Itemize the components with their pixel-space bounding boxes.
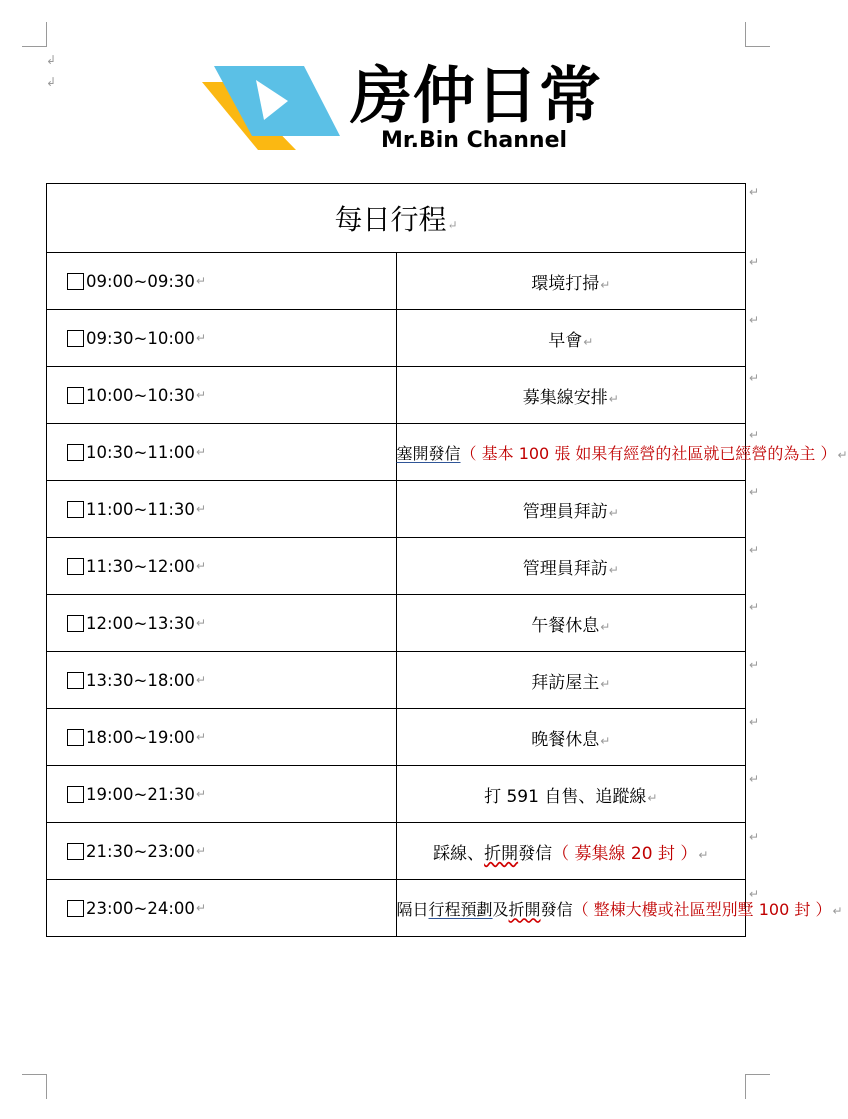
task-checkbox[interactable]: [67, 330, 84, 347]
task-note: （ 募集線 20 封 ）: [552, 843, 698, 864]
time-slot: 18:00~19:00: [86, 727, 195, 747]
task-checkbox[interactable]: [67, 501, 84, 518]
row-end-mark: ↵: [749, 600, 760, 614]
table-row: 11:30~12:00 ↵ 管理員拜訪↵: [47, 538, 746, 595]
task-text: 募集線安排: [522, 387, 608, 408]
task-checkbox[interactable]: [67, 900, 84, 917]
brand-logo: [200, 59, 603, 160]
brand-name-cn: 房仲日常: [350, 59, 603, 132]
paragraph-mark: ↲: [46, 75, 57, 89]
table-row: 10:00~10:30 ↵ 募集線安排↵: [47, 367, 746, 424]
task-text: 拜訪屋主: [531, 672, 600, 693]
task-text: 發信: [518, 843, 553, 864]
crop-mark-top-left: [22, 22, 47, 47]
table-row: 09:30~10:00 ↵ 早會↵: [47, 310, 746, 367]
task-checkbox[interactable]: [67, 387, 84, 404]
row-end-mark: ↵: [749, 830, 760, 844]
brand-name-en: Mr.Bin Channel: [381, 128, 568, 153]
task-text: 行程預劃: [428, 899, 493, 919]
time-slot: 11:00~11:30: [86, 499, 195, 519]
crop-mark-bottom-left: [22, 1074, 47, 1099]
table-row: 12:00~13:30 ↵ 午餐休息↵: [47, 595, 746, 652]
daily-schedule-table: [46, 183, 848, 937]
row-end-mark: ↵: [749, 887, 760, 901]
task-text: 折開: [484, 843, 519, 864]
table-row: 13:30~18:00 ↵ 拜訪屋主↵: [47, 652, 746, 709]
table-title-cell: 每日行程↵: [47, 184, 746, 253]
paragraph-mark: ↲: [46, 53, 57, 67]
row-end-mark: ↵: [749, 371, 760, 385]
task-note: （ 整棟大樓或社區型別墅 100 封 ）: [572, 899, 832, 919]
task-checkbox[interactable]: [67, 729, 84, 746]
time-slot: 10:00~10:30: [86, 385, 195, 405]
task-checkbox[interactable]: [67, 615, 84, 632]
row-end-mark: ↵: [749, 313, 760, 327]
task-text: 環境打掃: [531, 273, 600, 294]
task-text: 發信: [540, 899, 573, 919]
time-slot: 12:00~13:30: [86, 613, 195, 633]
task-checkbox[interactable]: [67, 273, 84, 290]
time-slot: 09:00~09:30: [86, 271, 195, 291]
row-end-mark: ↵: [749, 428, 760, 442]
task-text: 隔日: [396, 899, 429, 919]
task-text: 早會: [548, 330, 583, 351]
row-end-mark: ↵: [749, 543, 760, 557]
table-title-row: [47, 184, 746, 253]
time-slot: 09:30~10:00: [86, 328, 195, 348]
task-checkbox[interactable]: [67, 843, 84, 860]
row-end-mark: ↵: [749, 772, 760, 786]
table-row: 18:00~19:00 ↵ 晚餐休息↵: [47, 709, 746, 766]
table-row: 21:30~23:00 ↵ 踩線、折開發信（ 募集線 20 封 ）↵: [47, 823, 746, 880]
crop-mark-top-right: [745, 22, 770, 47]
table-row: 09:00~09:30 ↵ 環境打掃↵: [47, 253, 746, 310]
time-slot: 11:30~12:00: [86, 556, 195, 576]
task-checkbox[interactable]: [67, 558, 84, 575]
task-text: 晚餐休息: [531, 729, 600, 750]
task-checkbox[interactable]: [67, 444, 84, 461]
crop-mark-bottom-right: [745, 1074, 770, 1099]
table-row: 10:30~11:00 ↵ 塞開發信（ 基本 100 張 如果有經營的社區就已經營的為主 ）↵: [47, 424, 746, 481]
time-slot: 21:30~23:00: [86, 841, 195, 861]
task-text: 午餐休息: [531, 615, 600, 636]
task-checkbox[interactable]: [67, 672, 84, 689]
task-text: 管理員拜訪: [522, 501, 608, 522]
time-slot: 13:30~18:00: [86, 670, 195, 690]
time-slot: 19:00~21:30: [86, 784, 195, 804]
task-text: 打 591 自售、追蹤線: [484, 786, 647, 807]
table-row: 23:00~24:00 ↵ 隔日行程預劃及折開發信（ 整棟大樓或社區型別墅 100 封 ）↵: [47, 880, 746, 937]
task-text: 踩線、: [433, 843, 485, 864]
table-row: 11:00~11:30 ↵ 管理員拜訪↵: [47, 481, 746, 538]
row-end-mark: ↵: [749, 715, 760, 729]
time-slot: 23:00~24:00: [86, 898, 195, 918]
row-end-mark: ↵: [749, 485, 760, 499]
row-end-mark: ↵: [749, 255, 760, 269]
row-end-mark: ↵: [749, 185, 760, 199]
row-end-mark: ↵: [749, 658, 760, 672]
task-text: 及: [492, 899, 509, 919]
time-slot: 10:30~11:00: [86, 442, 195, 462]
play-logo-icon: [200, 60, 350, 160]
task-checkbox[interactable]: [67, 786, 84, 803]
task-text: 折開: [508, 899, 541, 919]
table-row: 19:00~21:30 ↵ 打 591 自售、追蹤線↵: [47, 766, 746, 823]
task-text: 管理員拜訪: [522, 558, 608, 579]
task-note: （ 基本 100 張 如果有經營的社區就已經營的為主 ）: [460, 443, 837, 463]
table-title: 每日行程: [334, 203, 447, 236]
task-text: 塞開發信: [396, 443, 461, 463]
